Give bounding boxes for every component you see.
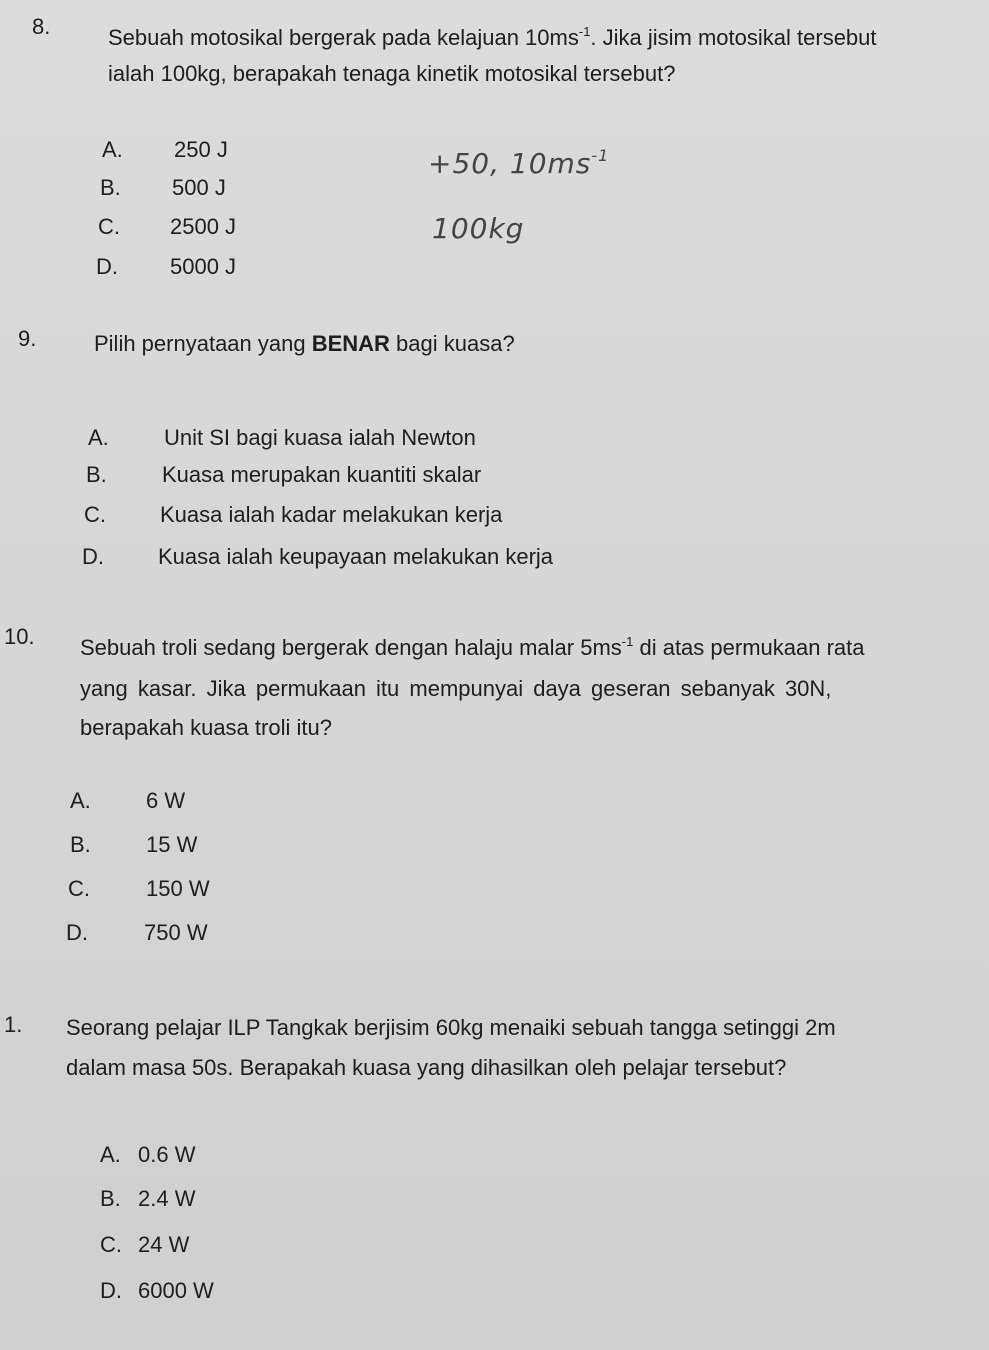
question-number: 8. [32, 14, 51, 39]
question-text-segment: ialah 100kg, berapakah tenaga kinetik motosikal tersebut? [108, 61, 676, 86]
option-letter: B. [100, 1186, 121, 1211]
question-text-segment: Pilih pernyataan yang [94, 331, 312, 356]
question-number: 10. [4, 624, 35, 649]
question-text [108, 14, 968, 92]
superscript: -1 [578, 24, 591, 39]
option-text: 15 W [146, 832, 198, 857]
option-letter: A. [102, 137, 123, 162]
option-letter: D. [100, 1278, 122, 1303]
option-text: Unit SI bagi kuasa ialah Newton [164, 425, 476, 450]
option-letter: B. [100, 175, 121, 200]
option-letter: D. [66, 920, 88, 945]
option-text: Kuasa merupakan kuantiti skalar [162, 462, 482, 487]
handwritten-note: 100kg [432, 212, 525, 245]
option-letter: C. [100, 1232, 122, 1257]
option-a[interactable] [100, 1142, 195, 1168]
option-letter: D. [82, 544, 104, 569]
option-text: 2.4 W [138, 1186, 196, 1211]
option-d[interactable] [100, 1278, 214, 1304]
option-c[interactable] [100, 1232, 189, 1258]
option-d[interactable] [82, 544, 553, 570]
option-text: 750 W [144, 920, 208, 945]
option-letter: A. [88, 425, 109, 450]
option-a[interactable] [88, 425, 476, 451]
option-a[interactable] [102, 137, 228, 163]
question-text-segment: bagi kuasa? [389, 331, 515, 356]
option-text: Kuasa ialah keupayaan melakukan kerja [158, 544, 554, 569]
option-text: 6 W [146, 788, 186, 813]
question-text-segment: . Jika jisim motosikal tersebut [590, 25, 877, 50]
option-text: 2500 J [170, 214, 237, 239]
option-text: 150 W [146, 876, 210, 901]
option-letter: C. [84, 502, 106, 527]
handwritten-text: +50, 10ms [428, 147, 592, 180]
option-text: Kuasa ialah kadar melakukan kerja [160, 502, 503, 527]
question-text-segment: di atas permukaan rata [633, 635, 865, 660]
question-text-segment: Seorang pelajar ILP Tangkak berjisim 60kg menaiki sebuah tangga setinggi 2m [66, 1015, 836, 1040]
option-letter: B. [70, 832, 91, 857]
emphasis-text: BENAR [311, 331, 390, 356]
handwritten-superscript: -1 [591, 146, 610, 165]
question-text [80, 624, 960, 746]
question-text-segment: berapakah kuasa troli itu? [80, 715, 332, 740]
option-text: 6000 W [138, 1278, 214, 1303]
option-b[interactable] [100, 175, 226, 201]
question-text-segment: dalam masa 50s. Berapakah kuasa yang dihasilkan oleh pelajar tersebut? [66, 1055, 787, 1080]
option-d[interactable] [66, 920, 208, 946]
question-text [94, 326, 954, 362]
superscript: -1 [621, 634, 634, 649]
question-number: 9. [18, 326, 37, 351]
option-a[interactable] [70, 788, 185, 814]
question-text-segment: Sebuah motosikal bergerak pada kelajuan 10ms [108, 25, 579, 50]
option-letter: C. [68, 876, 90, 901]
question-text [66, 1010, 976, 1086]
option-text: 500 J [172, 175, 226, 200]
option-letter: A. [100, 1142, 121, 1167]
option-c[interactable] [98, 214, 236, 240]
option-text: 5000 J [170, 254, 237, 279]
option-letter: D. [96, 254, 118, 279]
option-c[interactable] [68, 876, 210, 902]
question-text-segment: yang kasar. Jika permukaan itu mempunyai daya geseran sebanyak 30N, [80, 676, 832, 701]
option-b[interactable] [86, 462, 481, 488]
option-c[interactable] [84, 502, 502, 528]
option-letter: B. [86, 462, 107, 487]
option-text: 24 W [138, 1232, 190, 1257]
handwritten-note [428, 146, 609, 180]
option-text: 0.6 W [138, 1142, 196, 1167]
option-d[interactable] [96, 254, 236, 280]
question-text-segment: Sebuah troli sedang bergerak dengan halaju malar 5ms [80, 635, 622, 660]
option-b[interactable] [100, 1186, 195, 1212]
option-b[interactable] [70, 832, 197, 858]
option-text: 250 J [174, 137, 228, 162]
question-number: 1. [4, 1012, 23, 1037]
option-letter: C. [98, 214, 120, 239]
option-letter: A. [70, 788, 91, 813]
